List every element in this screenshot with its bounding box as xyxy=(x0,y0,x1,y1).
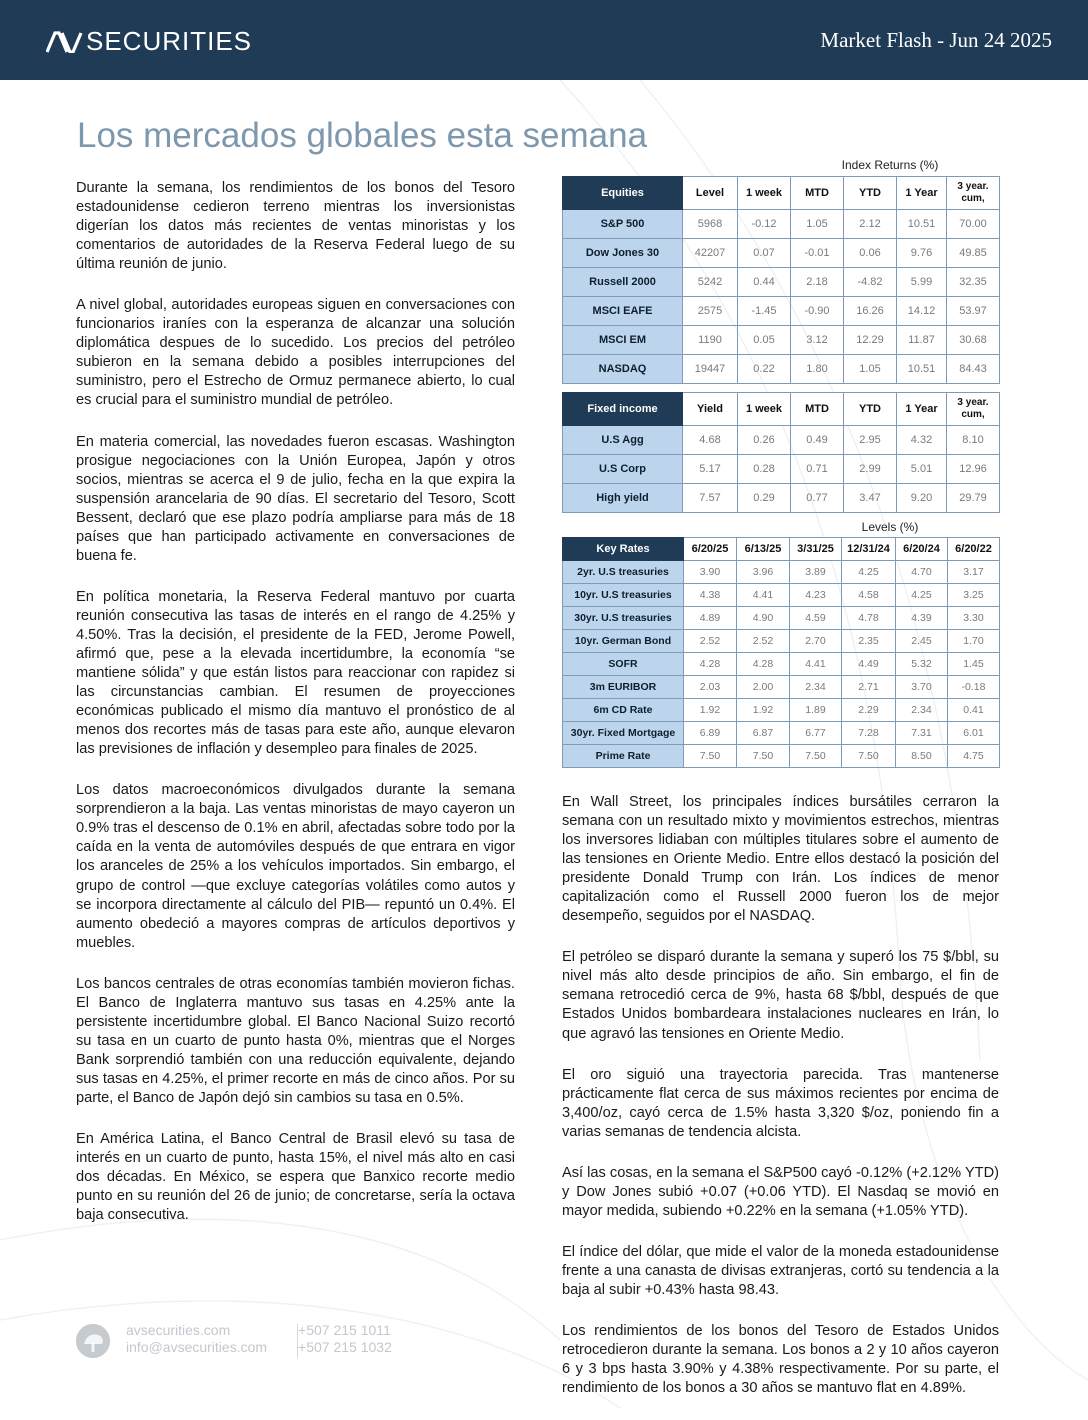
table-cell: 0.41 xyxy=(948,699,1000,722)
table-cell: 0.28 xyxy=(738,455,791,484)
table-row xyxy=(563,326,1000,355)
table-cell: 5968 xyxy=(683,210,738,239)
column-header: YTD xyxy=(844,177,897,210)
table-cell: 2.71 xyxy=(842,676,896,699)
column-header: 3/31/25 xyxy=(790,538,842,561)
header-date-title: Market Flash - Jun 24 2025 xyxy=(820,28,1052,52)
index-returns-caption: Index Returns (%) xyxy=(841,158,939,172)
table-row xyxy=(563,426,1000,455)
table-cell: -1.45 xyxy=(738,297,791,326)
website-link[interactable]: avsecurities.com xyxy=(126,1322,231,1338)
row-label: NASDAQ xyxy=(563,355,683,384)
table-cell: 2575 xyxy=(683,297,738,326)
table-cell: 7.28 xyxy=(842,722,896,745)
table-cell: 53.97 xyxy=(947,297,1000,326)
table-cell: 6.89 xyxy=(684,722,737,745)
row-label: 3m EURIBOR xyxy=(563,676,684,699)
row-label: 6m CD Rate xyxy=(563,699,684,722)
row-label: U.S Corp xyxy=(563,455,683,484)
table-row xyxy=(563,561,1000,584)
table-cell: 7.31 xyxy=(896,722,948,745)
table-cell: 1.05 xyxy=(844,355,897,384)
paragraph: El índice del dólar, que mide el valor de la moneda estadounidense frente a una canasta de divisas extranjeras, cortó su tendencia a la baja al subir +0.43% hasta 98.43. xyxy=(562,1243,999,1298)
column-header: 3 year. cum, xyxy=(947,177,1000,210)
table-header-row xyxy=(563,538,1000,561)
table-cell: 3.89 xyxy=(790,561,842,584)
left-article-column xyxy=(76,179,515,1247)
column-header: 6/13/25 xyxy=(737,538,790,561)
table-cell: 2.95 xyxy=(844,426,897,455)
table-cell: 1.70 xyxy=(948,630,1000,653)
table-cell: 4.68 xyxy=(683,426,738,455)
table-cell: 10.51 xyxy=(897,210,947,239)
row-label: Prime Rate xyxy=(563,745,684,768)
table-row xyxy=(563,297,1000,326)
table-cell: 2.35 xyxy=(842,630,896,653)
table-cell: 2.52 xyxy=(737,630,790,653)
table-cell: 1.05 xyxy=(791,210,844,239)
table-cell: 42207 xyxy=(683,239,738,268)
table-cell: 5.32 xyxy=(896,653,948,676)
table-cell: 4.39 xyxy=(896,607,948,630)
table-cell: 0.06 xyxy=(844,239,897,268)
table-header-row xyxy=(563,393,1000,426)
table-cell: 1.45 xyxy=(948,653,1000,676)
table-cell: 7.50 xyxy=(737,745,790,768)
table-row xyxy=(563,676,1000,699)
table-cell: 1190 xyxy=(683,326,738,355)
row-label: 10yr. U.S treasuries xyxy=(563,584,684,607)
table-cell: 1.92 xyxy=(684,699,737,722)
table-cell: 5.99 xyxy=(897,268,947,297)
table-cell: 5.01 xyxy=(897,455,947,484)
table-cell: -0.01 xyxy=(791,239,844,268)
phone-1[interactable]: +507 215 1011 xyxy=(298,1322,391,1338)
table-cell: 4.59 xyxy=(790,607,842,630)
table-cell: 19447 xyxy=(683,355,738,384)
table-cell: 3.90 xyxy=(684,561,737,584)
table-cell: 3.17 xyxy=(948,561,1000,584)
table-cell: 6.01 xyxy=(948,722,1000,745)
table-cell: 4.28 xyxy=(684,653,737,676)
row-label: 2yr. U.S treasuries xyxy=(563,561,684,584)
table-cell: 3.30 xyxy=(948,607,1000,630)
table-cell: 2.34 xyxy=(790,676,842,699)
table-cell: 7.50 xyxy=(790,745,842,768)
table-cell: 8.50 xyxy=(896,745,948,768)
page-title: Los mercados globales esta semana xyxy=(77,116,648,155)
table-cell: -4.82 xyxy=(844,268,897,297)
table-cell: 0.22 xyxy=(738,355,791,384)
table-cell: 0.77 xyxy=(791,484,844,513)
table-header-row xyxy=(563,177,1000,210)
table-cell: 7.50 xyxy=(842,745,896,768)
table-cell: 2.34 xyxy=(896,699,948,722)
table-cell: 0.05 xyxy=(738,326,791,355)
row-label: SOFR xyxy=(563,653,684,676)
table-cell: 1.89 xyxy=(790,699,842,722)
row-label: Dow Jones 30 xyxy=(563,239,683,268)
column-header: MTD xyxy=(791,393,844,426)
row-label: MSCI EAFE xyxy=(563,297,683,326)
table-cell: 2.45 xyxy=(896,630,948,653)
paragraph: Los bancos centrales de otras economías también movieron fichas. El Banco de Inglaterra mantuvo sus tasas en 4.25% ante la persistente incertidumbre global. El Banco Nacional Suizo recortó su tasa en un cuarto de punto hasta 0%, mientras que el Norges Bank sorprendió también con una reducción equivalente, dejando sus tasas en 4.25%, el primer recorte en más de cinco años. Por su parte, el Banco de Japón dejó sin cambios su tasa en 0.5%. xyxy=(76,975,515,1106)
table-cell: 2.70 xyxy=(790,630,842,653)
table-cell: 0.71 xyxy=(791,455,844,484)
table-cell: 5.17 xyxy=(683,455,738,484)
table-row xyxy=(563,355,1000,384)
table-cell: 12.96 xyxy=(947,455,1000,484)
fixed-income-table xyxy=(562,392,1000,513)
table-cell: 12.29 xyxy=(844,326,897,355)
tree-icon xyxy=(76,1324,110,1358)
brand-name: SECURITIES xyxy=(86,26,253,56)
table-cell: 0.44 xyxy=(738,268,791,297)
column-header: 6/20/24 xyxy=(896,538,948,561)
table-cell: 16.26 xyxy=(844,297,897,326)
table-cell: 4.90 xyxy=(737,607,790,630)
table-cell: 9.20 xyxy=(897,484,947,513)
column-header: Level xyxy=(683,177,738,210)
table-cell: 49.85 xyxy=(947,239,1000,268)
row-label: High yield xyxy=(563,484,683,513)
table-cell: -0.18 xyxy=(948,676,1000,699)
table-row xyxy=(563,630,1000,653)
table-cell: 4.49 xyxy=(842,653,896,676)
paragraph: En materia comercial, las novedades fueron escasas. Washington prosigue negociaciones con la Unión Europea, Japón y otros socios, mientras se acerca el 9 de julio, fecha en la que expira la suspensión arancelaria de 90 días. El secretario del Tesoro, Scott Bessent, declaró que ese plazo podría ampliarse para más de 18 países que han participado activamente en conversaciones de buena fe. xyxy=(76,433,515,564)
table-row xyxy=(563,484,1000,513)
table-row xyxy=(563,607,1000,630)
row-label: Russell 2000 xyxy=(563,268,683,297)
table-cell: 4.75 xyxy=(948,745,1000,768)
table-cell: 2.52 xyxy=(684,630,737,653)
table-cell: 2.18 xyxy=(791,268,844,297)
key-rates-table xyxy=(562,537,1000,768)
table-cell: 8.10 xyxy=(947,426,1000,455)
table-cell: 3.96 xyxy=(737,561,790,584)
table-cell: 1.80 xyxy=(791,355,844,384)
row-label: MSCI EM xyxy=(563,326,683,355)
row-label: 10yr. German Bond xyxy=(563,630,684,653)
table-cell: 9.76 xyxy=(897,239,947,268)
table-cell: 3.12 xyxy=(791,326,844,355)
table-row xyxy=(563,210,1000,239)
column-header: Fixed income xyxy=(563,393,683,426)
footer-contact xyxy=(76,1322,392,1362)
row-label: S&P 500 xyxy=(563,210,683,239)
table-cell: 4.41 xyxy=(790,653,842,676)
table-cell: 0.29 xyxy=(738,484,791,513)
column-header: 3 year. cum, xyxy=(947,393,1000,426)
table-cell: 4.38 xyxy=(684,584,737,607)
table-cell: 2.03 xyxy=(684,676,737,699)
table-cell: 3.25 xyxy=(948,584,1000,607)
table-cell: 6.87 xyxy=(737,722,790,745)
table-row xyxy=(563,455,1000,484)
table-cell: 3.47 xyxy=(844,484,897,513)
paragraph: Los rendimientos de los bonos del Tesoro de Estados Unidos retrocedieron durante la semana. Los bonos a 2 y 10 años cayeron 6 y 3 bps hasta 3.90% y 4.38% respectivamente. Por su parte, el rendimiento de los bonos a 30 años se mantuvo flat en 4.89%. xyxy=(562,1323,999,1397)
table-cell: 4.78 xyxy=(842,607,896,630)
footer-logo-icon xyxy=(76,1324,110,1358)
table-cell: 4.25 xyxy=(896,584,948,607)
column-header: Key Rates xyxy=(563,538,684,561)
table-row xyxy=(563,653,1000,676)
table-cell: 4.32 xyxy=(897,426,947,455)
brand-logo[interactable] xyxy=(46,26,252,57)
paragraph: Así las cosas, en la semana el S&P500 cayó -0.12% (+2.12% YTD) y Dow Jones subió +0.07 (+0.06 YTD). El Nasdaq se movió en mayor medida, subiendo +0.22% en la semana (+1.05% YTD). xyxy=(562,1164,999,1219)
table-row xyxy=(563,745,1000,768)
table-cell: 4.58 xyxy=(842,584,896,607)
table-cell: 0.07 xyxy=(738,239,791,268)
paragraph: El oro siguió una trayectoria parecida. Tras mantenerse prácticamente flat cerca de sus máximos recientes por encima de 3,400/oz, cayó cerca de 1.5% hasta 3,320 $/oz, poniendo fin a varias semanas de tendencia alcista. xyxy=(562,1066,999,1140)
table-cell: 30.68 xyxy=(947,326,1000,355)
paragraph: Durante la semana, los rendimientos de los bonos del Tesoro estadounidense cedieron terreno mientras los inversionistas digerían los datos más recientes de ventas minoristas y los comentarios de autoridades de la Reserva Federal luego de su última reunión de junio. xyxy=(76,180,515,273)
table-cell: 14.12 xyxy=(897,297,947,326)
table-cell: 10.51 xyxy=(897,355,947,384)
footer-web-contact xyxy=(126,1322,267,1356)
table-cell: 70.00 xyxy=(947,210,1000,239)
column-header: Yield xyxy=(683,393,738,426)
table-cell: 7.50 xyxy=(684,745,737,768)
paragraph: El petróleo se disparó durante la semana y superó los 75 $/bbl, su nivel más alto desde principios de año. Sin embargo, el fin de semana retrocedió cerca de 9%, hasta 68 $/bbl, después de que Estados Unidos bombardeara instalaciones nucleares en Irán, lo que agravó las tensiones en Oriente Medio. xyxy=(562,949,999,1042)
table-row xyxy=(563,239,1000,268)
table-cell: 2.99 xyxy=(844,455,897,484)
table-cell: 0.49 xyxy=(791,426,844,455)
table-cell: 4.25 xyxy=(842,561,896,584)
phone-2[interactable]: +507 215 1032 xyxy=(298,1339,392,1355)
table-cell: 2.12 xyxy=(844,210,897,239)
header-bar xyxy=(0,0,1088,80)
table-cell: 0.26 xyxy=(738,426,791,455)
table-cell: 1.92 xyxy=(737,699,790,722)
table-cell: 4.70 xyxy=(896,561,948,584)
table-cell: 11.87 xyxy=(897,326,947,355)
column-header: 1 Year xyxy=(897,393,947,426)
paragraph: Los datos macroeconómicos divulgados durante la semana sorprendieron a la baja. Las ventas minoristas de mayo cayeron un 0.9% tras el descenso de 0.1% en abril, afectadas sobre todo por la caída en la venta de automóviles después de que entrara en vigor los aranceles de 25% a los vehículos importados. Sin embargo, el grupo de control —que excluye categorías volátiles como autos y se incorpora directamente al cálculo del PIB— repuntó un 0.4%. El aumento obedeció a mayores compras de artículos deportivos y muebles. xyxy=(76,782,515,951)
table-row xyxy=(563,699,1000,722)
footer-phones xyxy=(298,1322,392,1356)
table-cell: 4.23 xyxy=(790,584,842,607)
table-cell: 7.57 xyxy=(683,484,738,513)
column-header: Equities xyxy=(563,177,683,210)
table-cell: -0.90 xyxy=(791,297,844,326)
paragraph: En Wall Street, los principales índices bursátiles cerraron la semana con un resultado mixto y movimientos estrechos, mientras los inversores lidiaban con múltiples titulares sobre el aumento de las tensiones en Oriente Medio. Entre ellos destacó la posición del presidente Donald Trump con Irán. Los índices de menor capitalización como el Russell 2000 fueron los de mejor desempeño, seguidos por el NASDAQ. xyxy=(562,794,999,925)
table-row xyxy=(563,722,1000,745)
right-article-column xyxy=(562,793,999,1420)
paragraph: En América Latina, el Banco Central de Brasil elevó su tasa de interés en un cuarto de punto, hasta 15%, el nivel más alto en casi dos décadas. En México, se espera que Banxico recorte medio punto en su reunión del 26 de junio; de concretarse, sería la octava baja consecutiva. xyxy=(76,1131,515,1224)
paragraph: A nivel global, autoridades europeas siguen en conversaciones con funcionarios iraníes con la esperanza de alcanzar una solución diplomática despues de lo sucedido. Los precios del petróleo subieron en la semana debido a posibles interrupciones del suministro, pero el Estrecho de Ormuz permanece abierto, lo cual es crucial para el suministro mundial de petróleo. xyxy=(76,297,515,409)
column-header: 12/31/24 xyxy=(842,538,896,561)
table-cell: 29.79 xyxy=(947,484,1000,513)
table-cell: 4.89 xyxy=(684,607,737,630)
table-cell: 2.29 xyxy=(842,699,896,722)
equities-table xyxy=(562,176,1000,384)
email-link[interactable]: info@avsecurities.com xyxy=(126,1339,268,1355)
table-cell: 4.28 xyxy=(737,653,790,676)
table-cell: 2.00 xyxy=(737,676,790,699)
column-header: 6/20/22 xyxy=(948,538,1000,561)
table-cell: 4.41 xyxy=(737,584,790,607)
table-row xyxy=(563,584,1000,607)
column-header: 1 Year xyxy=(897,177,947,210)
column-header: 1 week xyxy=(738,177,791,210)
table-cell: 5242 xyxy=(683,268,738,297)
row-label: U.S Agg xyxy=(563,426,683,455)
table-cell: 32.35 xyxy=(947,268,1000,297)
column-header: YTD xyxy=(844,393,897,426)
table-cell: 84.43 xyxy=(947,355,1000,384)
levels-caption: Levels (%) xyxy=(861,520,919,534)
column-header: 6/20/25 xyxy=(684,538,737,561)
row-label: 30yr. Fixed Mortgage xyxy=(563,722,684,745)
column-header: 1 week xyxy=(738,393,791,426)
av-logo-mark xyxy=(46,31,84,53)
table-cell: -0.12 xyxy=(738,210,791,239)
table-cell: 3.70 xyxy=(896,676,948,699)
paragraph: En política monetaria, la Reserva Federal mantuvo por cuarta reunión consecutiva las tasas de interés en el rango de 4.25% y 4.50%. Tras la decisión, el presidente de la FED, Jerome Powell, afirmó que, pese a la elevada incertidumbre, la economía “se mantiene sólida” y que están listos para reaccionar con rapidez si las circunstancias cambian. El resumen de proyecciones económicas publicado el mismo día mantuvo el pronóstico de al menos dos recortes más de tasas para este año, aunque elevaron las previsiones de inflación y desempleo para finales de 2025. xyxy=(76,588,515,758)
table-row xyxy=(563,268,1000,297)
row-label: 30yr. U.S treasuries xyxy=(563,607,684,630)
column-header: MTD xyxy=(791,177,844,210)
table-cell: 6.77 xyxy=(790,722,842,745)
